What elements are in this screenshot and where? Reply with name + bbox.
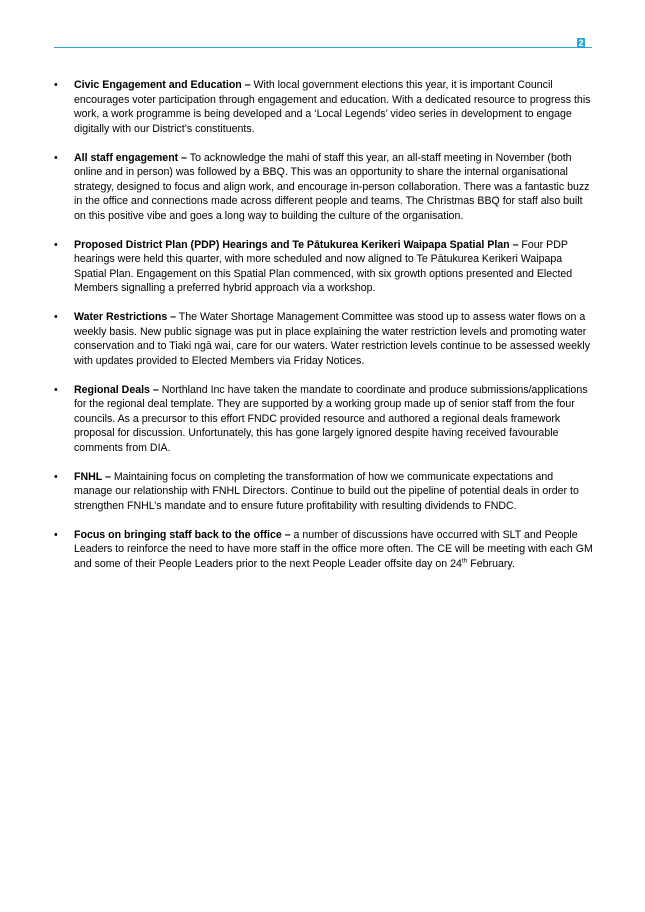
bullet-title: FNHL – (74, 470, 111, 483)
bullet-item-civic-engagement (54, 78, 594, 136)
ordinal-suffix: th (461, 556, 468, 564)
bullet-title: Proposed District Plan (PDP) Hearings and Te Pātukurea Kerikeri Waipapa Spatial Plan – (74, 238, 519, 251)
bullet-icon: • (54, 311, 58, 323)
bullet-item-back-to-office (54, 528, 594, 572)
bullet-text: a number of discussions have occurred with SLT and People Leaders to reinforce the need to have more staff in the office more often. The CE will be meeting with each GM and some of their People Leaders prior to the next People Leader offsite day on 24 (74, 528, 593, 570)
bullet-text: With local government elections this year, it is important Council encourages voter participation through engagement and education. With a dedicated resource to progress this work, a work programme is being developed and a ‘Local Legends’ video series in development to engage digitally with our District’s constituents. (74, 79, 591, 135)
bullet-list (54, 78, 594, 586)
bullet-text-end: February. (467, 557, 515, 570)
bullet-text: The Water Shortage Management Committee was stood up to assess water flows on a weekly basis. New public signage was put in place explaining the water restriction levels and promoting water conservation and to Tiaki ngā wai, care for our waters. Water restriction levels continue to be assessed weekly with updates provided to Elected Members via Friday Notices. (74, 311, 591, 367)
bullet-icon: • (54, 151, 58, 164)
bullet-icon: • (54, 528, 58, 541)
bullet-text: Four PDP hearings were held this quarter, with more scheduled and now aligned to Te Pātukurea Kerikeri Waipapa Spatial Plan. Engagement on this Spatial Plan commenced, with six growth options presented and Elected Members signalling a preferred hybrid approach via a workshop. (74, 238, 573, 294)
bullet-text: Maintaining focus on completing the transformation of how we communicate expectations and manage our relationship with FNHL Directors. Continue to build out the pipeline of potential deals in order to strengthen FNHL’s mandate and to ensure future profitability with resulting dividends to FNDC. (74, 470, 579, 512)
bullet-icon: • (54, 238, 58, 251)
bullet-item-regional-deals (54, 383, 594, 456)
bullet-title: Regional Deals – (74, 383, 159, 396)
bullet-icon: • (54, 79, 58, 91)
bullet-text: Northland Inc have taken the mandate to coordinate and produce submissions/applications for the regional deal template. They are supported by a working group made up of senior staff from the four councils. As a precursor to this effort FNDC provided resource and authored a regional deals framework proposal for discussion. Unfortunately, this has gone largely ignored despite having received favourable comments from DIA. (74, 383, 588, 454)
bullet-item-district-plan (54, 238, 594, 296)
bullet-icon: • (54, 383, 58, 396)
bullet-title: Water Restrictions – (74, 311, 177, 323)
page-number-badge: 2 (578, 38, 584, 48)
header-rule (54, 47, 592, 48)
bullet-item-staff-engagement (54, 151, 594, 224)
bullet-icon: • (54, 470, 58, 483)
bullet-title: Focus on bringing staff back to the office – (74, 528, 291, 541)
bullet-title: Civic Engagement and Education – (74, 79, 251, 91)
bullet-title: All staff engagement – (74, 151, 188, 164)
bullet-text: To acknowledge the mahi of staff this year, an all-staff meeting in November (both online and in person) was followed by a BBQ. This was an opportunity to share the internal organisational strategy, designed to focus and align work, and encourage in-person collaboration. There was a fantastic buzz in the office and connections made across different people and teams. The Christmas BBQ for staff also built on this positive vibe and goes a long way to building the culture of the organisation. (74, 151, 590, 222)
bullet-item-water-restrictions (54, 310, 594, 368)
bullet-item-fnhl (54, 470, 594, 514)
